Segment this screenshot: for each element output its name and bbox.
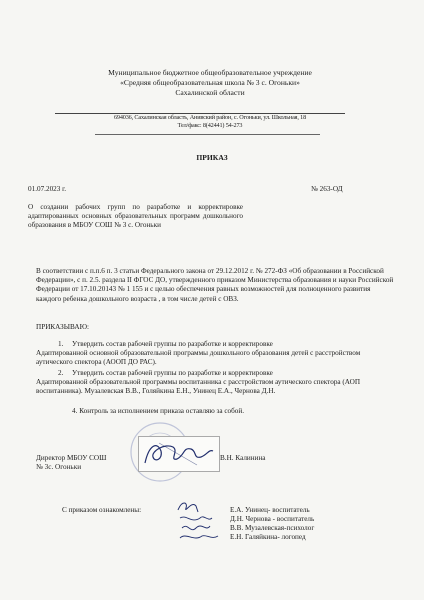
- org-phone: Тел/факс: 8(42441) 54-273: [177, 122, 243, 130]
- document-title: ПРИКАЗ: [196, 153, 228, 162]
- acquainted-person-3: В.В. Музалевская-психолог: [230, 524, 315, 532]
- director-signature-box: [138, 436, 220, 472]
- order-item-2: [36, 369, 396, 397]
- staff-signatures: [172, 496, 224, 546]
- acquainted-person-4: Е.Н. Галяйкина- логопед: [230, 533, 306, 541]
- item-text: Адаптированной образовательной программы воспитанника с расстройством аутического спектора (АОП воспитанника). Музалевская В.В., Голяйкина Е.Н., Унинец Е.А., Чернова Д.Н.: [36, 378, 361, 396]
- director-signature: [139, 437, 219, 471]
- item-number: 1.: [58, 340, 64, 348]
- item-first-line: Утвердить состав рабочей группы по разработке и корректировке: [72, 369, 273, 377]
- acquainted-person-2: Д.Н. Чернова - воспитатель: [230, 515, 315, 523]
- letterhead-contacts: [60, 114, 360, 131]
- org-line-1: Муниципальное бюджетное общеобразовательное учреждение: [108, 68, 312, 77]
- letterhead-rule-bottom: [95, 134, 320, 135]
- order-item-control: 4. Контроль за исполнением приказа оставляю за собой.: [72, 407, 245, 415]
- director-name: В.Н. Калинина: [220, 454, 266, 462]
- order-subject: О создании рабочих групп по разработке и корректировке адаптированных основных образовательных программ дошкольного образования в МБОУ СОШ № 3 с. Огоньки: [28, 203, 243, 229]
- org-line-2: «Средняя общеобразовательная школа № 3 с. Огоньки»: [120, 78, 300, 87]
- item-first-line: Утвердить состав рабочей группы по разработке и корректировке: [72, 340, 273, 348]
- letterhead: [60, 68, 360, 98]
- org-line-3: Сахалинской области: [175, 88, 245, 97]
- order-date: 01.07.2023 г.: [28, 185, 67, 193]
- org-address: 694036, Сахалинская область, Анивский район, с. Огоньки, ул. Школьная, 18: [113, 114, 307, 121]
- order-number: № 263-ОД: [311, 185, 343, 193]
- acquainted-person-1: Е.А. Унинец- воспитатель: [230, 506, 310, 514]
- director-school: № 3с. Огоньки: [36, 463, 82, 471]
- acquainted-label: С приказом ознакомлены:: [62, 506, 142, 514]
- order-preamble: В соответствии с п.п.6 п. 3 статьи Федерального закона от 29.12.2012 г. № 272-ФЗ «Об образовании в Российской Федерации», с п. 2.5. раздела II ФГОС ДО, утвержденного приказом Министерства образования и науки Российской Федерации от 17.10.20143 № 1 155 и с целью обеспечения равных возможностей для полноценного развития каждого ребенка дошкольного возраста , в том числе детей с ОВЗ.: [36, 267, 394, 303]
- order-item-1: [36, 340, 396, 368]
- director-title: Директор МБОУ СОШ: [36, 454, 107, 462]
- item-number: 2.: [58, 369, 64, 377]
- item-text: Адаптированной основной образовательной программы дошкольного образования детей с расстройством аутического спектора (АООП ДО РАС).: [36, 349, 361, 367]
- order-keyword: ПРИКАЗЫВАЮ:: [36, 323, 89, 331]
